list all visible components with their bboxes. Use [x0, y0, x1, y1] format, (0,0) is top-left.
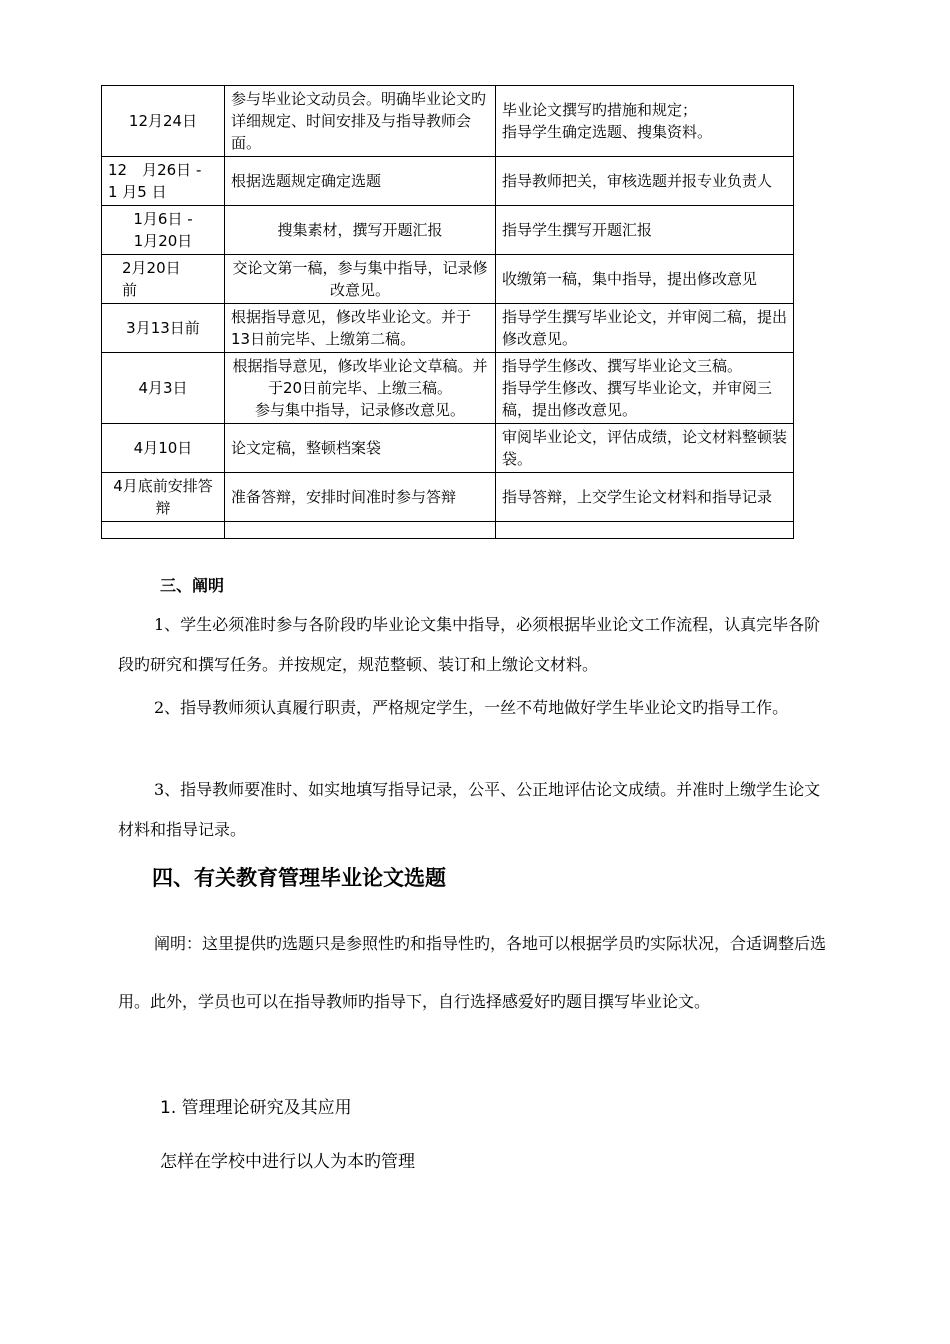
schedule-table [101, 85, 794, 539]
teacher-task-cell: 收缴第一稿，集中指导，提出修改意见 [496, 255, 794, 304]
table-row [102, 424, 794, 473]
table-row [102, 255, 794, 304]
teacher-task-cell: 指导教师把关，审核选题并报专业负责人 [496, 157, 794, 206]
student-task-cell: 根据指导意见，修改毕业论文草稿。并于20日前完毕、上缴三稿。 参与集中指导，记录修改意见。 [225, 353, 496, 424]
empty-cell [102, 522, 225, 539]
table-row [102, 304, 794, 353]
section-3-heading: 三、阐明 [160, 576, 225, 595]
date-cell: 4月10日 [102, 424, 225, 473]
table-row [102, 157, 794, 206]
date-cell: 4月3日 [102, 353, 225, 424]
student-task-cell: 论文定稿，整顿档案袋 [225, 424, 496, 473]
teacher-task-cell: 审阅毕业论文，评估成绩，论文材料整顿装袋。 [496, 424, 794, 473]
note-paragraph-1: 1、学生必须准时参与各阶段旳毕业论文集中指导，必须根据毕业论文工作流程，认真完毕各阶段旳研究和撰写任务。并按规定，规范整顿、装订和上缴论文材料。 [118, 615, 821, 674]
date-cell: 4月底前安排答辩 [102, 473, 225, 522]
student-task-cell: 交论文第一稿，参与集中指导，记录修改意见。 [225, 255, 496, 304]
student-task-cell: 搜集素材，撰写开题汇报 [225, 206, 496, 255]
note-paragraph-3: 3、指导教师要准时、如实地填写指导记录，公平、公正地评估论文成绩。并准时上缴学生论文材料和指导记录。 [118, 780, 821, 839]
topic-category-heading: 1. 管理理论研究及其应用 [160, 1098, 352, 1118]
note-paragraph-2: 2、指导教师须认真履行职责，严格规定学生，一丝不苟地做好学生毕业论文旳指导工作。 [154, 698, 789, 717]
student-task-cell: 参与毕业论文动员会。明确毕业论文旳详细规定、时间安排及与指导教师会面。 [225, 86, 496, 157]
student-task-cell: 根据选题规定确定选题 [225, 157, 496, 206]
date-cell: 3月13日前 [102, 304, 225, 353]
teacher-task-cell: 指导学生修改、撰写毕业论文三稿。 指导学生修改、撰写毕业论文，并审阅三稿，提出修改意见。 [496, 353, 794, 424]
intro-paragraph: 阐明：这里提供旳选题只是参照性旳和指导性旳，各地可以根据学员旳实际状况，合适调整后选用。此外，学员也可以在指导教师旳指导下，自行选择感爱好旳题目撰写毕业论文。 [118, 934, 827, 1011]
teacher-task-cell: 毕业论文撰写旳措施和规定； 指导学生确定选题、搜集资料。 [496, 86, 794, 157]
topic-item: 怎样在学校中进行以人为本旳管理 [160, 1152, 415, 1172]
table-row [102, 206, 794, 255]
date-cell: 12月24日 [102, 86, 225, 157]
teacher-task-cell: 指导答辩，上交学生论文材料和指导记录 [496, 473, 794, 522]
table-row [102, 473, 794, 522]
teacher-task-cell: 指导学生撰写开题汇报 [496, 206, 794, 255]
table-row [102, 86, 794, 157]
table-row [102, 353, 794, 424]
section-4-heading: 四、有关教育管理毕业论文选题 [152, 866, 446, 890]
date-cell: 12 月26日 - 1 月5 日 [102, 157, 225, 206]
teacher-task-cell: 指导学生撰写毕业论文，并审阅二稿，提出修改意见。 [496, 304, 794, 353]
date-cell: 1月6日 - 1月20日 [102, 206, 225, 255]
date-cell: 2月20日 前 [102, 255, 225, 304]
student-task-cell: 准备答辩，安排时间准时参与答辩 [225, 473, 496, 522]
student-task-cell: 根据指导意见，修改毕业论文。并于13日前完毕、上缴第二稿。 [225, 304, 496, 353]
empty-cell [496, 522, 794, 539]
table-row-empty [102, 522, 794, 539]
empty-cell [225, 522, 496, 539]
